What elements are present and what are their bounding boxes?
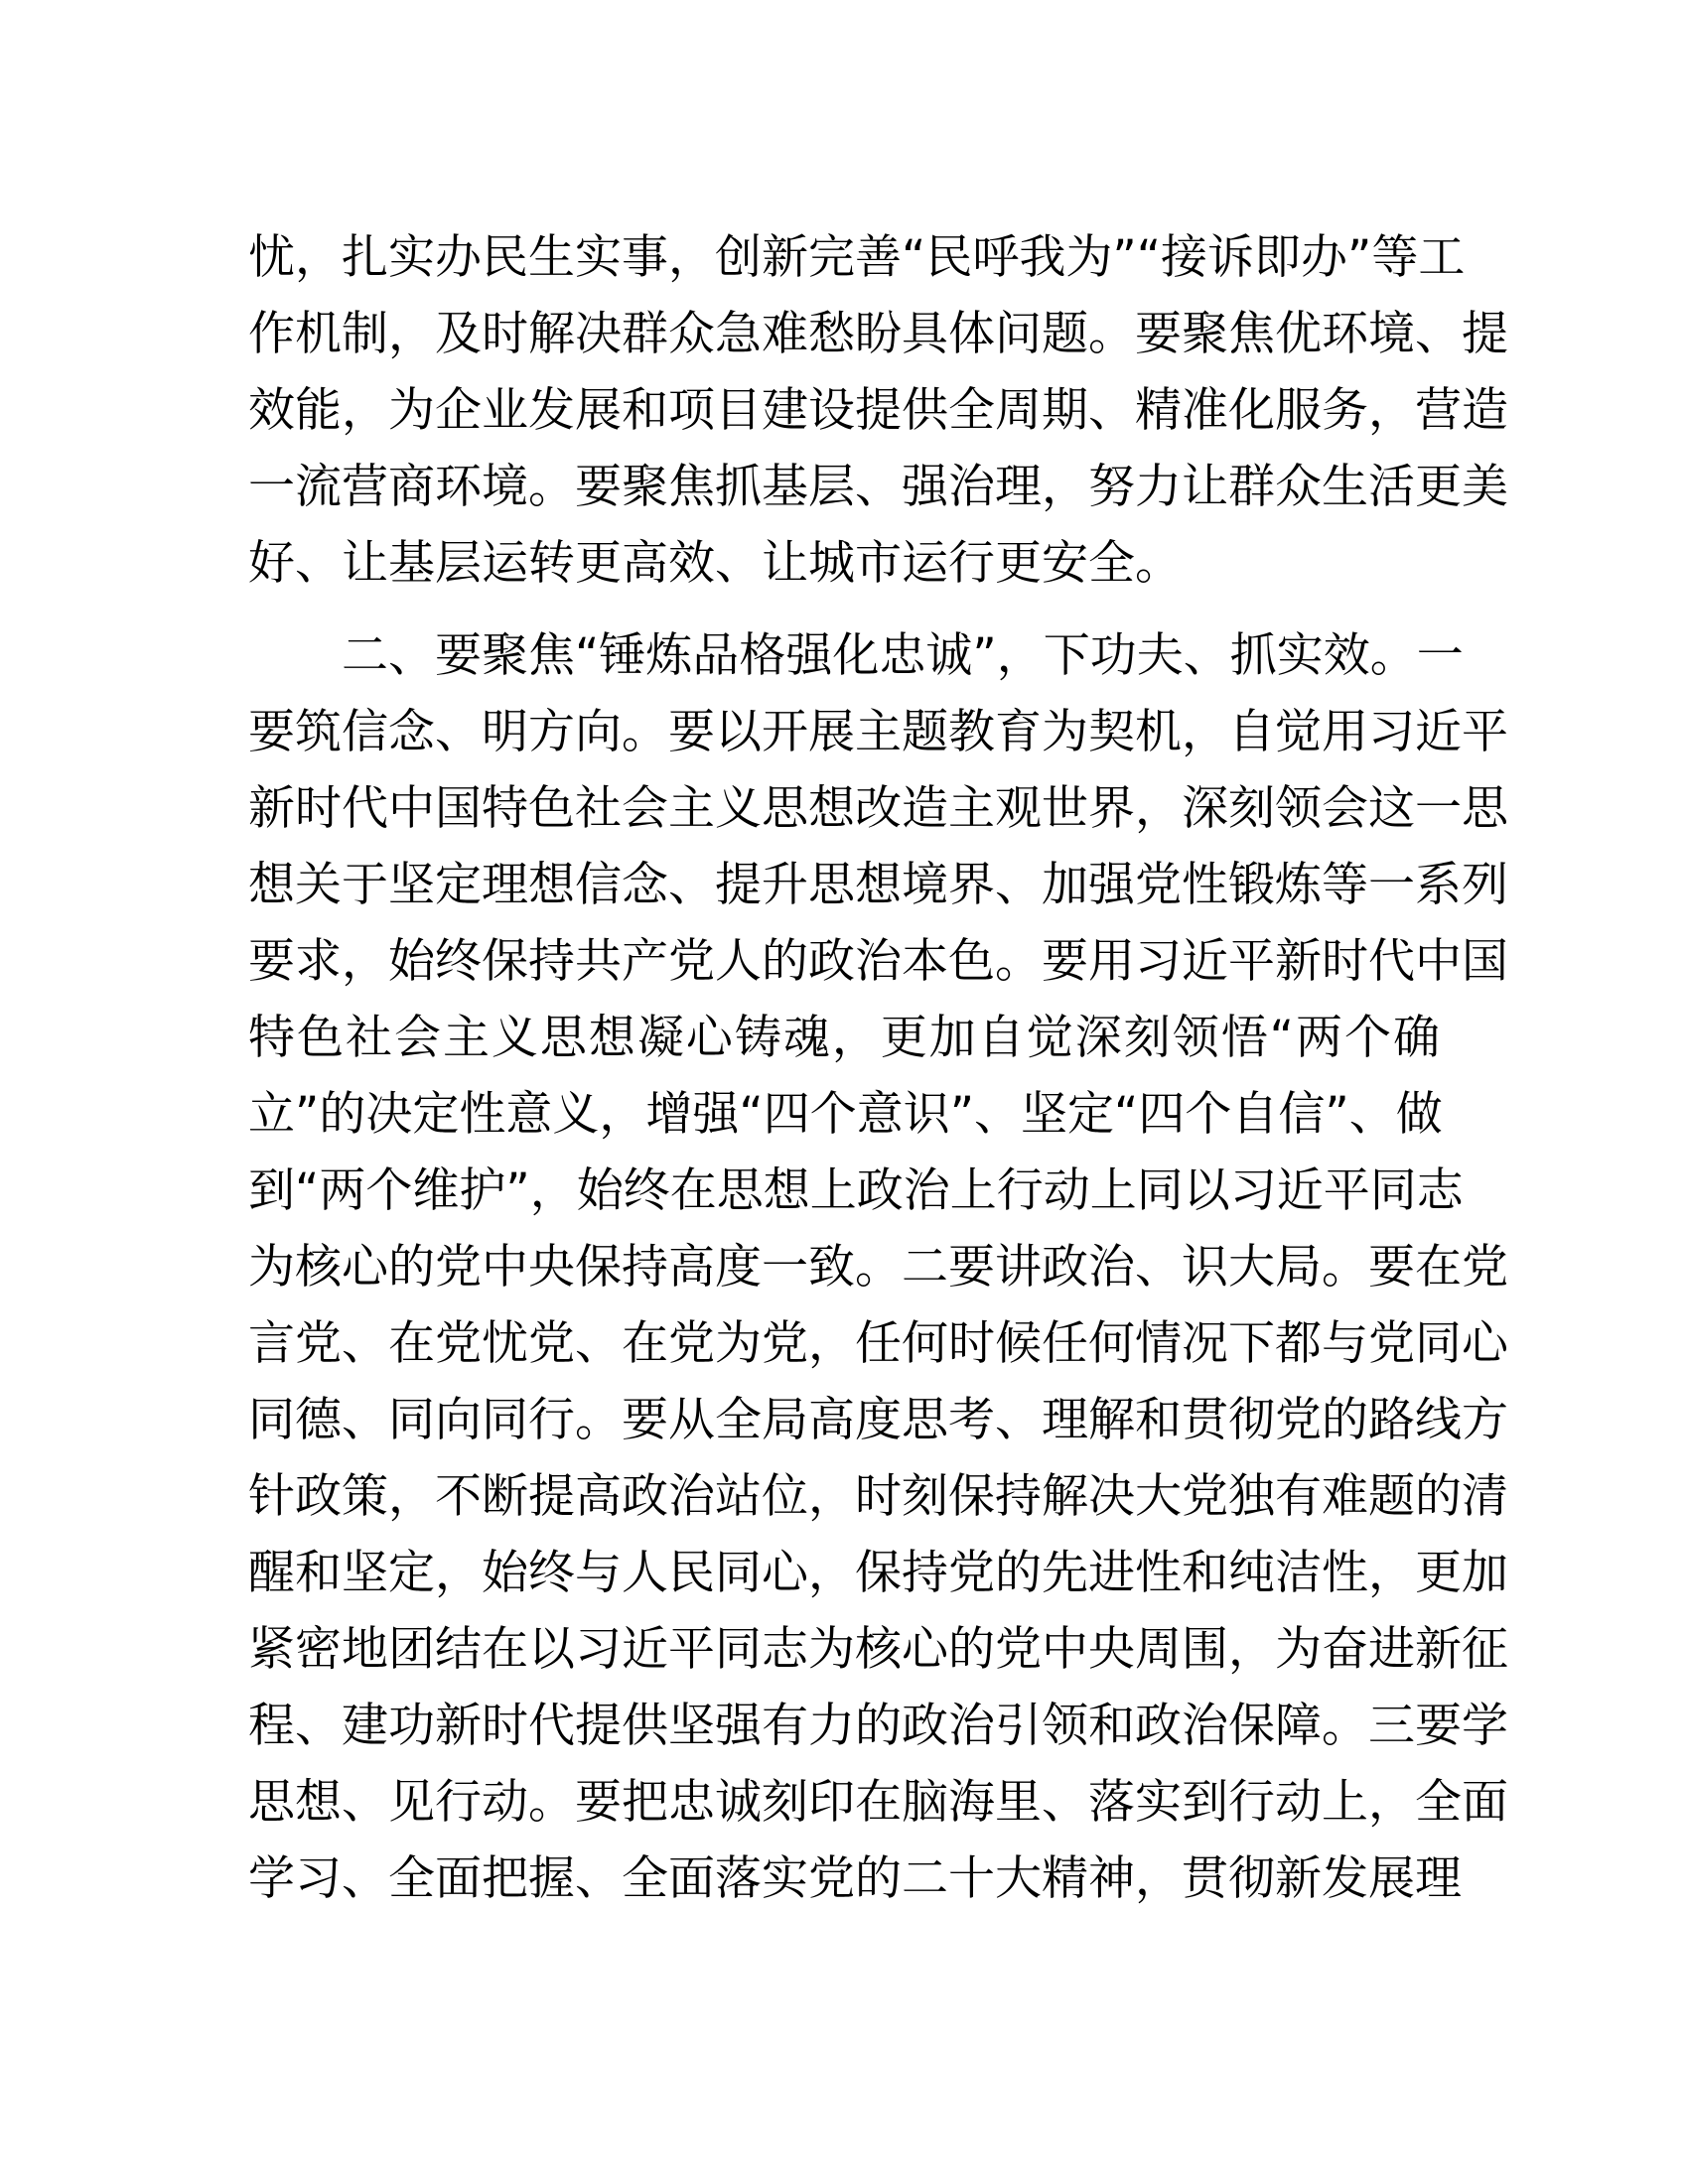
text-line: 要求，始终保持共产党人的政治本色。要用习近平新时代中国 [248,934,1508,989]
text-line: 言党、在党忧党、在党为党，任何时候任何情况下都与党同心 [248,1316,1508,1371]
text-line: 忧，扎实办民生实事，创新完善“民呼我为”“接诉即办”等工 [248,230,1466,285]
text-line: 特色社会主义思想凝心铸魂，更加自觉深刻领悟“两个确 [248,1011,1440,1065]
text-line: 一流营商环境。要聚焦抓基层、强治理，努力让群众生活更美 [248,460,1508,514]
text-line: 醒和坚定，始终与人民同心，保持党的先进性和纯洁性，更加 [248,1546,1508,1600]
text-line: 针政策，不断提高政治站位，时刻保持解决大党独有难题的清 [248,1469,1508,1524]
text-line: 同德、同向同行。要从全局高度思考、理解和贯彻党的路线方 [248,1393,1508,1447]
text-line: 要筑信念、明方向。要以开展主题教育为契机，自觉用习近平 [248,705,1508,759]
text-line: 想关于坚定理想信念、提升思想境界、加强党性锻炼等一系列 [248,858,1508,912]
text-line: 思想、见行动。要把忠诚刻印在脑海里、落实到行动上，全面 [248,1775,1508,1830]
document-page [248,219,1508,1917]
text-line: 作机制，及时解决群众急难愁盼具体问题。要聚焦优环境、提 [248,307,1508,361]
text-line: 为核心的党中央保持高度一致。二要讲政治、识大局。要在党 [248,1240,1508,1295]
text-line: 好、让基层运转更高效、让城市运行更安全。 [248,536,1182,591]
text-line: 二、要聚焦“锤炼品格强化忠诚”，下功夫、抓实效。一 [342,628,1464,683]
text-line: 学习、全面把握、全面落实党的二十大精神，贯彻新发展理 [248,1851,1462,1906]
text-line: 效能，为企业发展和项目建设提供全周期、精准化服务，营造 [248,383,1508,438]
text-line: 紧密地团结在以习近平同志为核心的党中央周围，为奋进新征 [248,1622,1508,1677]
text-line: 新时代中国特色社会主义思想改造主观世界，深刻领会这一思 [248,781,1508,836]
text-line: 立”的决定性意义，增强“四个意识”、坚定“四个自信”、做 [248,1087,1443,1142]
text-line: 程、建功新时代提供坚强有力的政治引领和政治保障。三要学 [248,1699,1508,1753]
paragraph-1 [248,219,1508,602]
text-line: 到“两个维护”，始终在思想上政治上行动上同以习近平同志 [248,1163,1464,1218]
paragraph-2 [248,617,1508,1917]
